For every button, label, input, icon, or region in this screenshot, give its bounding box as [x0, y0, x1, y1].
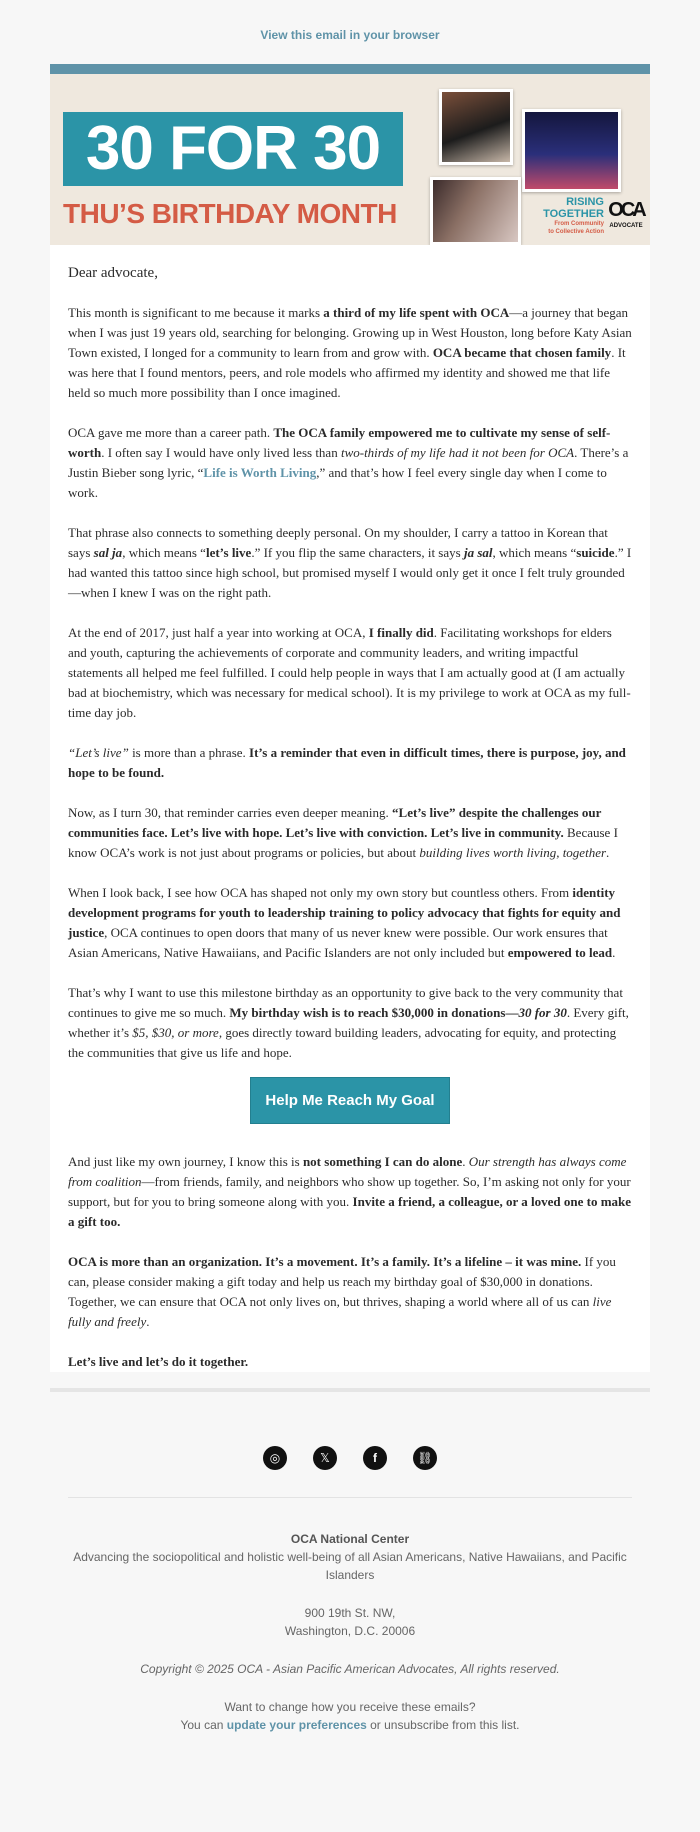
closing-line: Let’s live and let’s do it together. — [68, 1354, 249, 1369]
facebook-icon[interactable]: f — [363, 1446, 387, 1470]
address: 900 19th St. NW, Washington, D.C. 20006 — [284, 1606, 416, 1638]
x-twitter-icon[interactable]: 𝕏 — [313, 1446, 337, 1470]
paragraph-3: That phrase also connects to something deeply personal. On my shoulder, I carry a tattoo in Korean that says sal ja, which means “let’s live.” If you flip the same characters, it says ja sal, which means “suicide.” I had wanted this tattoo since high school, but promised myself I would only get it once I felt truly grounded—when I knew I was on the right path. — [68, 525, 632, 600]
greeting: Dear advocate, — [68, 265, 158, 281]
hero-subtitle: THU’S BIRTHDAY MONTH — [63, 198, 397, 229]
letter-body — [50, 245, 650, 1372]
link-icon[interactable]: ⛓ — [413, 1446, 437, 1470]
speaker-photo — [522, 109, 621, 192]
paragraph-10: OCA is more than an organization. It’s a movement. It’s a family. It’s a lifeline – it was mine. If you can, please consider making a gift today and help us reach my birthday goal of $30,000 in donations. Together, we can ensure that OCA not only lives on, but thrives, shaping a world where all of us can live fully and freely. — [68, 1254, 616, 1329]
paragraph-8: That’s why I want to use this milestone birthday as an opportunity to give back to the very community that continues to give me so much. My birthday wish is to reach $30,000 in donations—30 for 30. Every gift, whether it’s $5, $30, or more, goes directly toward building leaders, advocating for equity, and protecting the communities that give us life and hope. — [68, 985, 629, 1060]
org-name: OCA National Center — [290, 1532, 410, 1546]
rising-together-logo: RISING TOGETHER From Community to Collective Action — [543, 196, 604, 235]
social-links — [0, 1392, 700, 1486]
hero-banner — [50, 74, 650, 245]
paragraph-7: When I look back, I see how OCA has shaped not only my own story but countless others. From identity development programs for youth to leadership training to policy advocacy that fights for equity and justice, OCA continues to open doors that many of us never knew were possible. Our work ensures that Asian Americans, Native Hawaiians, and Pacific Islanders are not only included but empowered to lead. — [68, 885, 621, 960]
copyright: Copyright © 2025 OCA - Asian Pacific American Advocates, All rights reserved. — [140, 1662, 560, 1676]
paragraph-1: This month is significant to me because it marks a third of my life spent with OCA—a journey that began when I was just 19 years old, searching for belonging. Growing up in West Houston, long before Katy Asian Town existed, I longed for a community to learn from and grow with. OCA became that chosen family. It was here that I found mentors, peers, and role models who affirmed my identity and showed me that life held so much more possibility than I once imagined. — [68, 305, 632, 400]
footer — [0, 1498, 700, 1734]
paragraph-9: And just like my own journey, I know this is not something I can do alone. Our strength has always come from coalition—from friends, family, and neighbors who show up together. So, I’m asking not only for your support, but for you to bring someone along with you. Invite a friend, a colleague, or a loved one to make a gift too. — [68, 1154, 632, 1229]
paragraph-6: Now, as I turn 30, that reminder carries even deeper meaning. “Let’s live” despite the challenges our communities face. Let’s live with hope. Let’s live with conviction. Let’s live in community. Because I know OCA’s work is not just about programs or policies, but about building lives worth living, together. — [68, 805, 618, 860]
instagram-icon[interactable]: ◎ — [263, 1446, 287, 1470]
cta-wrapper — [68, 1077, 632, 1124]
preferences-text: Want to change how you receive these emails? You can update your preferences or unsubscribe from this list. — [180, 1700, 520, 1732]
paragraph-4: At the end of 2017, just half a year into working at OCA, I finally did. Facilitating workshops for elders and youth, capturing the achievements of corporate and community leaders, and writing impactful statements all helped me feel fulfilled. I could help people in ways that I am actually good at (I am actually bad at biochemistry, which was necessary for medical school). It is my privilege to work at OCA as my full-time day job. — [68, 625, 631, 720]
view-in-browser-link[interactable]: View this email in your browser — [260, 28, 440, 42]
graduation-photo — [439, 89, 513, 165]
group-photo — [430, 177, 521, 245]
org-mission: Advancing the sociopolitical and holistic well-being of all Asian Americans, Native Hawaiians, and Pacific Islanders — [73, 1550, 627, 1582]
paragraph-5: “Let’s live” is more than a phrase. It’s a reminder that even in difficult times, there is purpose, joy, and hope to be found. — [68, 745, 626, 780]
song-link[interactable]: Life is Worth Living — [203, 465, 317, 480]
update-preferences-link[interactable]: update your preferences — [226, 1718, 367, 1732]
oca-logo: OCA ADVOCATE — [608, 199, 644, 229]
paragraph-2: OCA gave me more than a career path. The OCA family empowered me to cultivate my sense of self-worth. I often say I would have only lived less than two-thirds of my life had it not been for OCA. There’s a Justin Bieber song lyric, “Life is Worth Living,” and that’s how I feel every single day when I come to work. — [68, 425, 629, 500]
donate-button[interactable]: Help Me Reach My Goal — [250, 1077, 449, 1124]
hero-title: 30 FOR 30 — [63, 112, 403, 186]
header-stripe — [50, 64, 650, 74]
email-card — [50, 64, 650, 1372]
